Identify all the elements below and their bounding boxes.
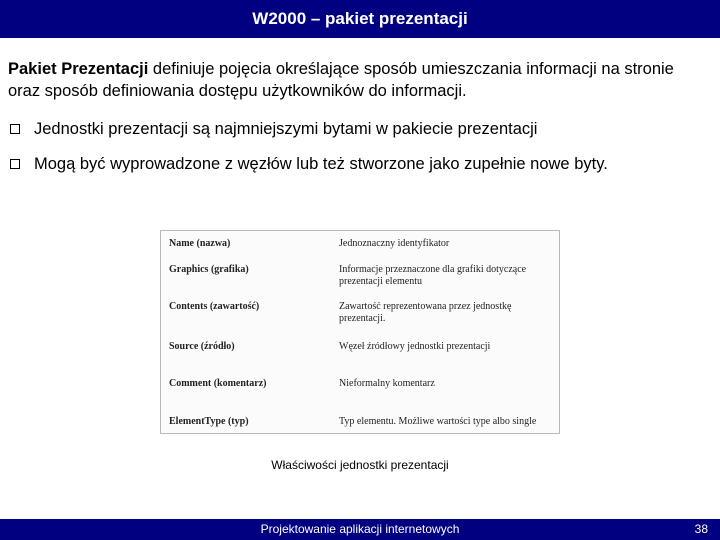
property-description: Węzeł źródłowy jednostki prezentacji <box>339 341 491 352</box>
property-name: ElementType (typ) <box>169 416 249 427</box>
property-name: Source (źródło) <box>169 341 235 352</box>
property-name: Contents (zawartość) <box>169 301 260 312</box>
property-description: Zawartość reprezentowana przez jednostkę prezentacji. <box>339 301 512 324</box>
property-description: Informacje przeznaczone dla grafiki dotyczące prezentacji elementu <box>339 264 527 287</box>
slide-title-bar <box>0 0 720 38</box>
bullet-item <box>8 118 708 140</box>
figure-caption: Właściwości jednostki prezentacji <box>271 458 449 472</box>
intro-text: definiuje pojęcia określające sposób umieszczania informacji na stronie oraz sposób definiowania dostępu użytkowników do informacji. <box>8 60 674 100</box>
intro-bold-term: Pakiet Prezentacji <box>8 60 149 78</box>
bullet-text: Jednostki prezentacji są najmniejszymi bytami w pakiecie prezentacji <box>34 120 538 138</box>
slide-footer <box>0 519 720 540</box>
checkbox-bullet-icon <box>10 124 20 134</box>
property-name: Graphics (grafika) <box>169 264 249 275</box>
slide-title: W2000 – pakiet prezentacji <box>252 9 468 28</box>
property-description: Typ elementu. Możliwe wartości type albo single <box>339 416 537 427</box>
bullet-text: Mogą być wyprowadzone z węzłów lub też stworzone jako zupełnie nowe byty. <box>34 155 608 173</box>
intro-paragraph <box>8 58 708 102</box>
property-name: Name (nazwa) <box>169 238 231 249</box>
property-name: Comment (komentarz) <box>169 378 267 389</box>
properties-table <box>160 230 560 434</box>
checkbox-bullet-icon <box>10 159 20 169</box>
footer-title: Projektowanie aplikacji internetowych <box>260 522 460 536</box>
property-description: Nieformalny komentarz <box>339 378 435 389</box>
page-number: 38 <box>694 522 708 536</box>
property-description: Jednoznaczny identyfikator <box>339 238 450 249</box>
bullet-item <box>8 153 708 175</box>
